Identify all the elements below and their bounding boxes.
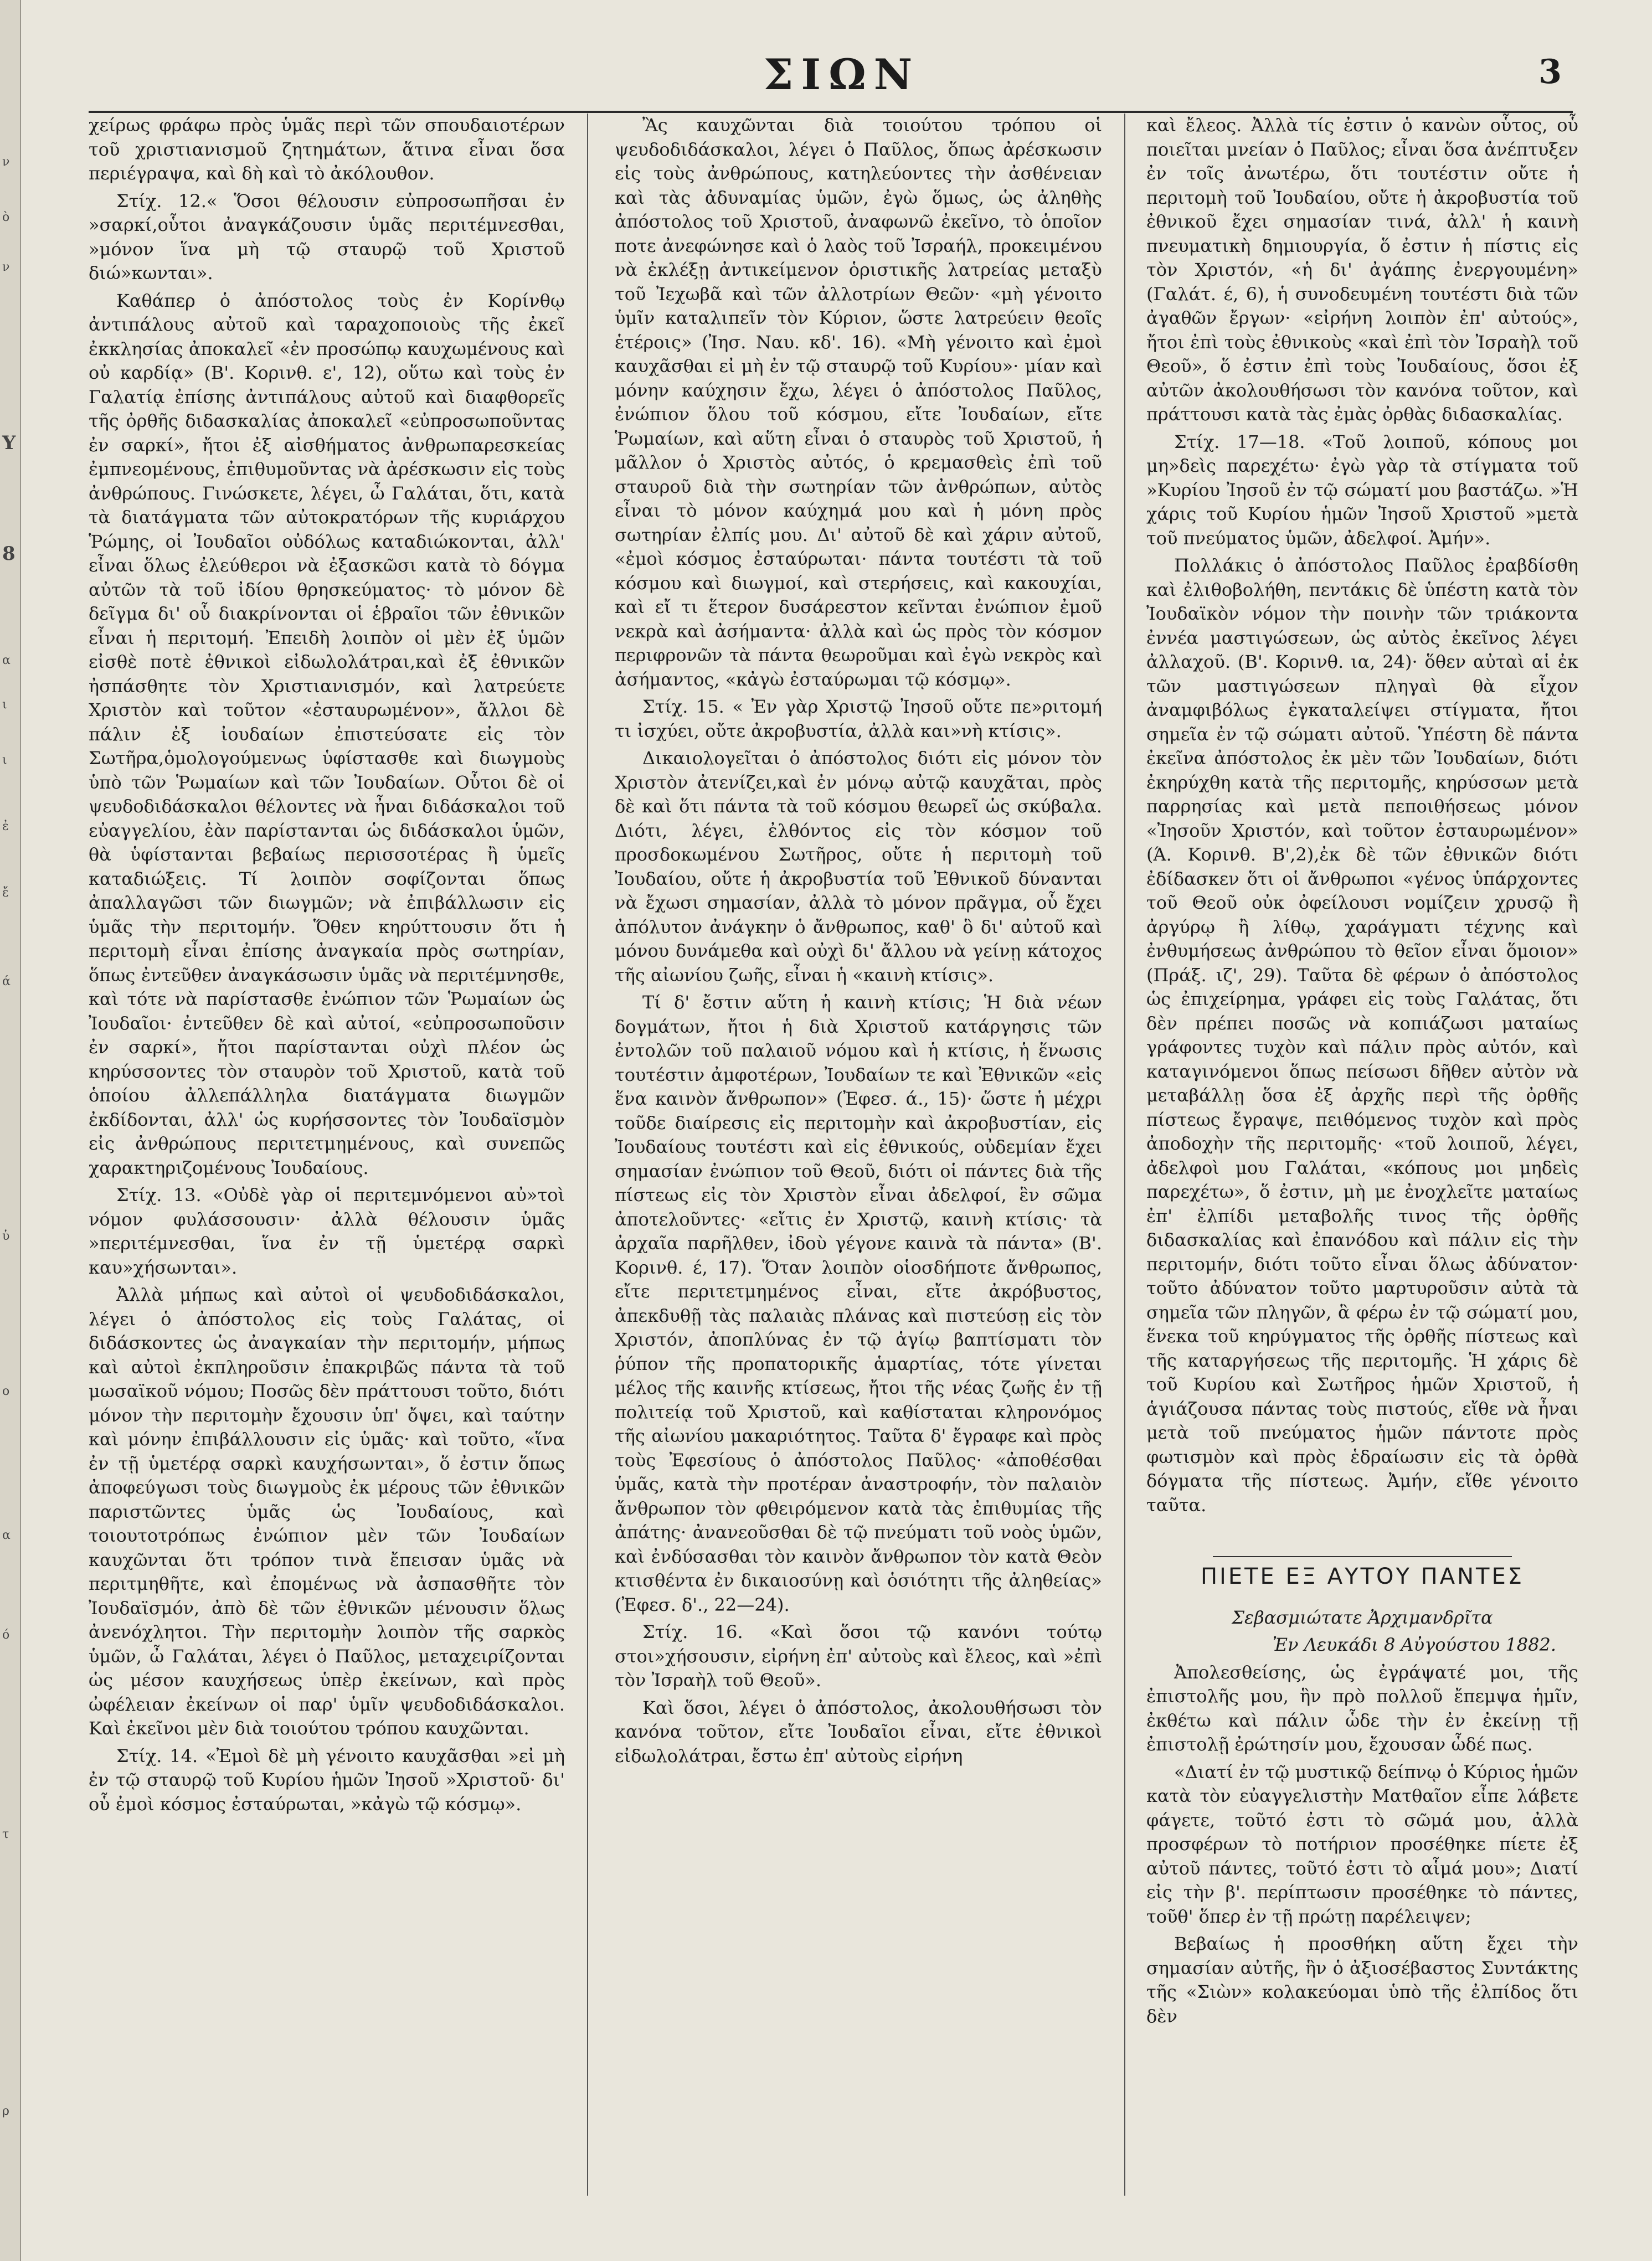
edge-mark: ι <box>2 753 7 767</box>
section-heading: ΠΙΕΤΕ ΕΞ ΑΥΤΟΥ ΠΑΝΤΕΣ <box>1200 1564 1525 1589</box>
column-divider <box>1124 114 1125 2196</box>
edge-mark: ά <box>2 975 11 988</box>
edge-mark: τ <box>2 1827 9 1841</box>
column-3 <box>1146 114 1578 2218</box>
paragraph: Καθάπερ ὁ ἀπόστολος τοὺς ἐν Κορίνθῳ ἀντιπάλους αὐτοῦ καὶ ταραχοποιοὺς τῆς ἐκεῖ ἐκκλησίας ἀποκαλεῖ «ἐν προσώπῳ καυχωμένους καὶ οὐ καρδίᾳ» (Β'. Κορινθ. ε', 12), οὕτω καὶ τοὺς ἐν Γαλατίᾳ ἐπίσης ἀντιπάλους αὐτοῦ καὶ διαφθορεῖς τῆς ὀρθῆς διδασκαλίας ἀποκαλεῖ «εὐπροσωποῦντας ἐν σαρκί», ἤτοι ἐξ αἰσθήματος ἀνθρωπαρεσκείας ἐμπνεομένους, ἐπιθυμοῦντας νὰ ἀρέσκωσιν εἰς τοὺς ἀνθρώπους. Γινώσκετε, λέγει, ὦ Γαλάται, ὅτι, κατὰ τὰ διατάγματα τῶν αὐτοκρατόρων τῆς κυριάρχου Ῥώμης, οἱ Ἰουδαῖοι οὐδόλως καταδιώκονται, ἀλλ' εἶναι ὅλως ἐλεύθεροι νὰ ἐξασκῶσι κατὰ τὸ δόγμα αὐτῶν τὰ τοῦ ἰδίου θρησκεύματος· τὸ μόνον δὲ δεῖγμα δι' οὗ διακρίνονται οἱ ἑβραῖοι τῶν ἐθνικῶν εἶναι ἡ περιτομή. Ἐπειδὴ λοιπὸν οἱ μὲν ἐξ ὑμῶν εἰσθὲ ποτὲ ἐθνικοὶ εἰδωλολάτραι,καὶ ἐξ ἐθνικῶν ἠσπάσθητε τὸν Χριστιανισμόν, καὶ λατρεύετε Χριστὸν καὶ τοῦτον «ἐσταυρωμένον», ἄλλοι δὲ πάλιν ἐξ ἰουδαίων ἐπιστεύσατε εἰς τὸν Σωτῆρα,ὁμολογούμενως ὑφίστασθε καὶ διωγμοὺς ὑπὸ τῶν Ῥωμαίων καὶ τῶν Ἰουδαίων. Οὗτοι δὲ οἱ ψευδοδιδάσκαλοι θέλοντες νὰ ἦναι διδάσκαλοι τοῦ εὐαγγελίου, ἐὰν παρίστανται ὡς διδάσκαλοι ὑμῶν, θὰ ὑφίστανται βεβαίως περισσοτέρας ἢ ὑμεῖς καταδιώξεις. Τί λοιπὸν σοφίζονται ὅπως ἀπαλλαγῶσι τῶν διωγμῶν; νὰ ἐπιβάλλωσιν εἰς ὑμᾶς τὴν περιτομήν. Ὅθεν κηρύττουσιν ὅτι ἡ περιτομὴ εἶναι ἐπίσης ἀναγκαία πρὸς σωτηρίαν, ὅπως ἐντεῦθεν ἀναγκάσωσιν ὑμᾶς νὰ περιτέμνησθε, καὶ τότε νὰ παρίστασθε ἐνώπιον τῶν Ῥωμαίων ὡς Ἰουδαῖοι· ἐντεῦθεν δὲ καὶ αὐτοί, «εὐπροσωποῦσιν ἐν σαρκί», ἤτοι παρίστανται οὐχὶ πλέον ὡς κηρύσσοντες τὸν σταυρὸν τοῦ Χριστοῦ, κατὰ τοῦ ὁποίου ἀλλεπάλληλα διατάγματα διωγμῶν ἐκδίδονται, ἀλλ' ὡς κυρήσσοντες τὸν Ἰουδαϊσμὸν εἰς ἀνθρώπους περιτετμημένους, καὶ συνεπῶς χαρακτηριζομένους Ἰουδαίους. <box>89 290 565 1178</box>
verse-quote: Στίχ. 16. «Καὶ ὅσοι τῷ κανόνι τούτῳ στοι»χήσουσιν, εἰρήνη ἐπ' αὐτοὺς καὶ ἔλεος, καὶ »ἐπὶ τὸν Ἰσραὴλ τοῦ Θεοῦ». <box>615 1621 1102 1691</box>
edge-mark: ὑ <box>2 1229 10 1243</box>
paragraph: Ἂς καυχῶνται διὰ τοιούτου τρόπου οἱ ψευδοδιδάσκαλοι, λέγει ὁ Παῦλος, ὅπως ἀρέσκωσιν εἰς τοὺς ἀνθρώπους, κατηλεύοντες τὴν ἀσθένειαν καὶ τὰς ἀδυναμίας ὑμῶν, ἐγὼ ὅμως, ὡς ἀληθὴς ἀπόστολος τοῦ Χριστοῦ, ἀναφωνῶ ἐκεῖνο, τὸ ὁποῖον ποτε ἀνεφώνησε καὶ ὁ λαὸς τοῦ Ἰσραήλ, προκειμένου νὰ ἐκλέξῃ ἀντικείμενον ὁριστικῆς λατρείας μεταξὺ τοῦ Ἰεχωβᾶ καὶ τῶν ἀλλοτρίων Θεῶν· «μὴ γένοιτο ὑμῖν καταλιπεῖν τὸν Κύριον, ὥστε λατρεύειν θεοῖς ἑτέροις» (Ἰησ. Ναυ. κδ'. 16). «Μὴ γένοιτο καὶ ἐμοὶ καυχᾶσθαι εἰ μὴ ἐν τῷ σταυρῷ τοῦ Κυρίου»· μίαν καὶ μόνην καύχησιν ἔχω, λέγει ὁ ἀπόστολος Παῦλος, ἐνώπιον ὅλου τοῦ κόσμου, εἴτε Ἰουδαίων, εἴτε Ῥωμαίων, καὶ αὕτη εἶναι ὁ σταυρὸς τοῦ Χριστοῦ, ἡ μᾶλλον ὁ Χριστὸς αὐτός, ὁ κρεμασθεὶς ἐπὶ τοῦ σταυροῦ διὰ τὴν σωτηρίαν τῶν ἀνθρώπων, αὐτὸς εἶναι τὸ μόνον καύχημά μου καὶ ἡ μόνη πρὸς σωτηρίαν ἐλπίς μου. Δι' αὐτοῦ δὲ καὶ χάριν αὐτοῦ, «ἐμοὶ κόσμος ἐσταύρωται· πάντα τουτέστι τὰ τοῦ κόσμου καὶ διωγμοί, καὶ στερήσεις, καὶ κακουχίαι, καὶ εἴ τι ἕτερον δυσάρεστον κεῖνται ἐνώπιον ἐμοῦ νεκρὰ καὶ ἀσήμαντα· ἀλλὰ καὶ ὡς πρὸς τὸν κόσμον περιφρονῶν τὰ πάντα θεωροῦμαι καὶ ἐγὼ νεκρὸς καὶ ἀσήμαντος, «κἀγὼ ἐσταύρωμαι τῷ κόσμῳ». <box>615 115 1102 690</box>
edge-mark: α <box>2 653 11 667</box>
verse-quote: Στίχ. 17—18. «Τοῦ λοιποῦ, κόπους μοι μη»δεὶς παρεχέτω· ἐγὼ γὰρ τὰ στίγματα τοῦ »Κυρίου Ἰησοῦ ἐν τῷ σώματί μου βαστάζω. »Ἡ χάρις τοῦ Κυρίου ἡμῶν Ἰησοῦ Χριστοῦ »μετὰ τοῦ πνεύματος ὑμῶν, ἀδελφοί. Ἀμήν». <box>1146 431 1578 549</box>
verse-quote: Στίχ. 13. «Οὐδὲ γὰρ οἱ περιτεμνόμενοι αὐ»τοὶ νόμον φυλάσσουσιν· ἀλλὰ θέλουσιν ὑμᾶς »περιτέμνεσθαι, ἵνα ἐν τῇ ὑμετέρᾳ σαρκὶ καυ»χήσωνται». <box>89 1184 565 1278</box>
edge-mark: ἔ <box>2 886 9 900</box>
paragraph: Ἀλλὰ μήπως καὶ αὐτοὶ οἱ ψευδοδιδάσκαλοι, λέγει ὁ ἀπόστολος εἰς τοὺς Γαλάτας, οἱ διδάσκοντες ὡς ἀναγκαίαν τὴν περιτομήν, μήπως καὶ αὐτοὶ ἐκπληροῦσιν ἐπακριβῶς πάντα τὰ τοῦ μωσαϊκοῦ νόμου; Ποσῶς δὲν πράττουσι τοῦτο, διότι μόνον τὴν περιτομὴν ἔχουσιν ὑπ' ὄψει, καὶ ταύτην καὶ μόνην ἐπιβάλλουσιν εἰς ὑμᾶς· καὶ τοῦτο, «ἵνα ἐν τῇ ὑμετέρᾳ σαρκὶ καυχήσωνται», ὅ ἐστιν ὅπως ἀποφεύγωσι τοὺς διωγμοὺς ἐκ μέρους τῶν ἐθνικῶν παριστῶντες ὑμᾶς ὡς Ἰουδαίους, καὶ τοιουτοτρόπως ἐνώπιον μὲν τῶν Ἰουδαίων καυχῶνται ὅτι τρόπον τινὰ ἔπεισαν ὑμᾶς νὰ περιτμηθῆτε, καὶ ἐπομένως νὰ ἀσπασθῆτε τὸν Ἰουδαϊσμόν, ἀπὸ δὲ τῶν ἐθνικῶν μένουσιν ὅλως ἀνενόχλητοι. Τὴν περιτομὴν λοιπὸν τῆς σαρκὸς ὑμῶν, ὦ Γαλάται, λέγει ὁ Παῦλος, μεταχειρίζονται ὡς μέσον καυχήσεως ὑπὲρ ἐκείνων, καὶ πρὸς ὠφέλειαν ἐκείνων οἱ παρ' ὑμῖν ψευδοδιδάσκαλοι. Καὶ ἐκεῖνοι μὲν διὰ τοιούτου τρόπου καυχῶνται. <box>89 1284 565 1739</box>
verse-quote: Στίχ. 15. « Ἐν γὰρ Χριστῷ Ἰησοῦ οὔτε πε»ριτομή τι ἰσχύει, οὔτε ἀκροβυστία, ἀλλὰ και»νὴ κτίσις». <box>615 696 1102 741</box>
edge-mark: ν <box>2 260 10 274</box>
paragraph: Πολλάκις ὁ ἀπόστολος Παῦλος ἐραβδίσθη καὶ ἐλιθοβολήθη, πεντάκις δὲ ὑπέστη κατὰ τὸν Ἰουδαϊκὸν νόμον τὴν ποινὴν τῶν τριάκοντα ἐννέα μαστιγώσεων, ὡς αὐτὸς ἐκεῖνος λέγει ἀλλαχοῦ. (Β'. Κορινθ. ια, 24)· ὅθεν αὐταὶ αἱ ἐκ τῶν μαστιγώσεων πληγαὶ θὰ εἶχον ἀναμφιβόλως ἐγκαταλείψει στίγματα, ἤτοι σημεῖα ἐν τῷ σώματι αὐτοῦ. Ὑπέστη δὲ πάντα ἐκεῖνα ἀπόστολος ἐκ μὲν τῶν Ἰουδαίων, διότι ἐκηρύχθη κατὰ τῆς περιτομῆς, κηρύσσων μετὰ παρρησίας καὶ μετὰ πεποιθήσεως μόνον «Ἰησοῦν Χριστόν, καὶ τοῦτον ἐσταυρωμένον» (Ά. Κορινθ. Β',2),ἐκ δὲ τῶν ἐθνικῶν διότι ἐδίδασκεν ὅτι οἱ ἄνθρωποι «γένος ὑπάρχοντες τοῦ Θεοῦ οὐκ ὀφείλουσι νομίζειν χρυσῷ ἢ ἀργύρῳ ἢ λίθῳ, χαράγματι τέχνης καὶ ἐνθυμήσεως ἀνθρώπου τὸ θεῖον εἶναι ὅμοιον» (Πράξ. ιζ', 29). Ταῦτα δὲ φέρων ὁ ἀπόστολος ὡς ἐπιχείρημα, γράφει εἰς τοὺς Γαλάτας, ὅτι δὲν πρέπει ποσῶς νὰ κοπιάζωσι ματαίως γράφοντες τυχὸν καὶ πάλιν πρὸς αὐτόν, καὶ καταγινόμενοι ὅπως πείσωσι δῆθεν αὐτὸν νὰ μεταβάλλῃ ὅσα ἐξ ἀρχῆς περὶ τῆς ὀρθῆς πίστεως ἔγραψε, πειθόμενος τυχὸν καὶ πρὸς ἀποδοχὴν τῆς περιτομῆς· «τοῦ λοιποῦ, λέγει, ἀδελφοὶ μου Γαλάται, «κόπους μοι μηδεὶς παρεχέτω», ὅ ἐστιν, μὴ με ἐνοχλεῖτε ματαίως ἐπ' ἐλπίδι μεταβολῆς τινος τῆς ὀρθῆς διδασκαλίας καὶ ἐπανόδου καὶ πάλιν εἰς τὴν περιτομήν, διότι τοῦτο εἶναι ὅλως ἀδύνατον· τοῦτο ἀδύνατον τοῦτο μαρτυροῦσιν αὐτὰ τὰ σημεῖα τῶν πληγῶν, ἃ φέρω ἐν τῷ σώματί μου, ἕνεκα τοῦ κηρύγματος τῆς ὀρθῆς πίστεως καὶ τῆς καταργήσεως τῆς περιτομῆς. Ἡ χάρις δὲ τοῦ Κυρίου καὶ Σωτῆρος ἡμῶν Χριστοῦ, ἡ ἁγιάζουσα πάντας τοὺς πιστούς, εἴθε νὰ ἦναι μετὰ τοῦ πνεύματος ἡμῶν πάντοτε πρὸς φωτισμὸν καὶ πρὸς ἑδραίωσιν εἰς τὰ ὀρθὰ δόγματα τῆς πίστεως. Ἀμήν, εἴθε γένοιτο ταῦτα. <box>1146 555 1578 1516</box>
edge-mark: ν <box>2 155 10 169</box>
paragraph: Δικαιολογεῖται ὁ ἀπόστολος διότι εἰς μόνον τὸν Χριστὸν ἀτενίζει,καὶ ἐν μόνῳ αὐτῷ καυχᾶται, πρὸς δὲ καὶ ὅτι πάντα τὰ τοῦ κόσμου θεωρεῖ ὡς σκύβαλα. Διότι, λέγει, ἐλθόντος εἰς τὸν κόσμον τοῦ προσδοκωμένου Σωτῆρος, οὔτε ἡ περιτομὴ τοῦ Ἰουδαίου, οὔτε ἡ ἀκροβυστία τοῦ Ἐθνικοῦ δύνανται νὰ ἔχωσι σημασίαν, ἀλλὰ τὸ μόνον πρᾶγμα, οὗ ἔχει ἀπόλυτον ἀνάγκην ὁ ἄνθρωπος, καθ' ὃ δι' αὐτοῦ καὶ μόνου δυνάμεθα καὶ οὐχὶ δι' ἄλλου νὰ γείνῃ κάτοχος τῆς αἰωνίου ζωῆς, εἶναι ἡ «καινὴ κτίσις». <box>615 748 1102 986</box>
verse-quote: Στίχ. 12.« Ὅσοι θέλουσιν εὐπροσωπῆσαι ἐν »σαρκί,οὗτοι ἀναγκάζουσιν ὑμᾶς περιτέμνεσθαι, »μόνον ἵνα μὴ τῷ σταυρῷ τοῦ Χριστοῦ διώ»κωνται». <box>89 190 565 284</box>
paragraph: καὶ ἔλεος. Ἀλλὰ τίς ἐστιν ὁ κανὼν οὗτος, οὗ ποιεῖται μνείαν ὁ Παῦλος; εἶναι ὅσα ἀνέπτυξεν ἐν τοῖς ἀνωτέρω, ὅτι τουτέστιν οὔτε ἡ περιτομὴ τοῦ Ἰουδαίου, οὔτε ἡ ἀκροβυστία τοῦ ἐθνικοῦ ἔχει σημασίαν τινά, ἀλλ' ἡ καινὴ πνευματικὴ δημιουργία, ὅ ἐστιν ἡ πίστις εἰς τὸν Χριστόν, «ἡ δι' ἀγάπης ἐνεργουμένη» (Γαλάτ. έ, 6), ἡ συνοδευμένη τουτέστι διὰ τῶν ἀγαθῶν ἔργων· «εἰρήνη λοιπὸν ἐπ' αὐτούς», ἤτοι ἐπὶ τοὺς ἐθνικοὺς «καὶ ἐπὶ τὸν Ἰσραὴλ τοῦ Θεοῦ», ὅ ἐστιν ἐπὶ τοὺς Ἰουδαίους, ὅσοι ἐξ αὐτῶν ἀκολουθήσωσι τὸν κανόνα τοῦτον, καὶ πράττουσι κατὰ τὰς ἐμὰς ὀρθὰς διδασκαλίας. <box>1146 115 1578 425</box>
paragraph: Ἀπολεσθείσης, ὡς ἐγράψατέ μοι, τῆς ἐπιστολῆς μου, ἣν πρὸ πολλοῦ ἔπεμψα ἡμῖν, ἐκθέτω καὶ πάλιν ὧδε τὴν ἐν ἐκείνῃ τῇ ἐπιστολῇ ἐρώτησίν μου, ἔχουσαν ὧδέ πως. <box>1146 1661 1578 1755</box>
masthead-title: ΣΙΩΝ <box>763 50 920 99</box>
paragraph: «Διατί ἐν τῷ μυστικῷ δείπνῳ ὁ Κύριος ἡμῶν κατὰ τὸν εὐαγγελιστὴν Ματθαῖον εἶπε λάβετε φάγετε, τοῦτό ἐστι τὸ σῶμά μου, ἀλλὰ προσφέρων τὸ ποτήριον προσέθηκε πίετε ἐξ αὐτοῦ πάντες, τοῦτό ἐστι τὸ αἷμά μου»; Διατί εἰς τὴν β'. περίπτωσιν προσέθηκε τὸ πάντες, τοῦθ' ὅπερ ἐν τῇ πρώτῃ παρέλειψεν; <box>1146 1761 1578 1927</box>
column-1 <box>89 114 565 2218</box>
paragraph: Καὶ ὅσοι, λέγει ὁ ἀπόστολος, ἀκολουθήσωσι τὸν κανόνα τοῦτον, εἴτε Ἰουδαῖοι εἶναι, εἴτε ἐθνικοὶ εἰδωλολάτραι, ἔστω ἐπ' αὐτοὺς εἰρήνη <box>615 1697 1102 1766</box>
paragraph: Τί δ' ἔστιν αὕτη ἡ καινὴ κτίσις; Ἡ διὰ νέων δογμάτων, ἤτοι ἡ διὰ Χριστοῦ κατάργησις τῶν ἐντολῶν τοῦ παλαιοῦ νόμου καὶ ἡ κτίσις, ἡ ἕνωσις τουτέστιν ἀμφοτέρων, Ἰουδαίων τε καὶ Ἐθνικῶν «εἰς ἕνα καινὸν ἄνθρωπον» (Ἐφεσ. ά., 15)· ὥστε ἡ μέχρι τοῦδε διαίρεσις εἰς περιτομὴν καὶ ἀκροβυστίαν, εἰς Ἰουδαίους τουτέστι καὶ εἰς ἐθνικούς, οὐδεμίαν ἔχει σημασίαν ἐνώπιον τοῦ Θεοῦ, διότι οἱ πάντες διὰ τῆς πίστεως εἰς τὸν Χριστὸν εἶναι ἀδελφοί, ἓν σῶμα ἀποτελοῦντες· «εἴτις ἐν Χριστῷ, καινὴ κτίσις· τὰ ἀρχαῖα παρῆλθεν, ἰδοὺ γέγονε καινὰ τὰ πάντα» (Β'. Κορινθ. έ, 17). Ὅταν λοιπὸν οἱοσδήποτε ἄνθρωπος, εἴτε περιτετμημένος εἶναι, εἴτε ἀκρόβυστος, ἀπεκδυθῇ τὰς παλαιὰς πλάνας καὶ πιστεύσῃ εἰς τὸν Χριστόν, ἀποπλύνας ἐν τῷ ἁγίῳ βαπτίσματι τὸν ῥύπον τῆς προπατορικῆς ἁμαρτίας, τότε γίνεται μέλος τῆς καινῆς κτίσεως, ἤτοι τῆς νέας ζωῆς ἐν τῇ πολιτείᾳ τοῦ Χριστοῦ, καὶ καθίσταται κληρονόμος τῆς αἰωνίου μακαριότητος. Ταῦτα δ' ἔγραφε καὶ πρὸς τοὺς Ἐφεσίους ὁ ἀπόστολος Παῦλος· «ἀποθέσθαι ὑμᾶς, κατὰ τὴν προτέραν ἀναστροφήν, τὸν παλαιὸν ἄνθρωπον τὸν φθειρόμενον κατὰ τὰς ἐπιθυμίας τῆς ἀπάτης· ἀνανεοῦσθαι δὲ τῷ πνεύματι τοῦ νοὸς ὑμῶν, καὶ ἐνδύσασθαι τὸν καινὸν ἄνθρωπον τὸν κατὰ Θεὸν κτισθέντα ἐν δικαιοσύνῃ καὶ ὁσιότητι τῆς ἀληθείας» (Ἐφεσ. δ'., 22—24). <box>615 992 1102 1615</box>
edge-mark: ὸ <box>2 210 10 224</box>
masthead <box>83 33 1578 116</box>
edge-mark: ό <box>2 1628 10 1642</box>
paragraph: χείρως φράφω πρὸς ὑμᾶς περὶ τῶν σπουδαιοτέρων τοῦ χριστιανισμοῦ ζητημάτων, ἅτινα εἶναι ὅσα περιέγραψα, καὶ δὴ καὶ τὸ ἀκόλουθον. <box>89 115 565 184</box>
page-number: 3 <box>1538 53 1562 91</box>
edge-mark: α <box>2 1528 11 1542</box>
masthead-rule <box>89 111 1573 113</box>
edge-mark: ρ <box>2 2104 9 2118</box>
paragraph: Βεβαίως ἡ προσθήκη αὕτη ἔχει τὴν σημασίαν αὐτῆς, ἣν ὁ ἀξιοσέβαστος Συντάκτης τῆς «Σιὼν» κολακεύομαι ὑπὸ τῆς ἐλπίδος ὅτι δὲν <box>1146 1933 1578 2027</box>
edge-mark: ἐ <box>2 820 9 833</box>
section-rule <box>1213 1556 1512 1557</box>
edge-mark: Y <box>2 432 16 454</box>
adjacent-page-edge <box>0 0 21 2261</box>
column-2 <box>615 114 1102 2218</box>
newspaper-page <box>83 22 1578 2243</box>
letter-salutation: Σεβασμιώτατε Ἀρχιμανδρῖτα <box>1232 1606 1493 1628</box>
section-heading-block <box>1146 1556 1578 1589</box>
column-divider <box>587 114 588 2196</box>
letter-place-date: Ἐν Λευκάδι 8 Αὐγούστου 1882. <box>1272 1634 1556 1655</box>
edge-mark: 8 <box>2 543 16 565</box>
edge-mark: ο <box>2 1384 10 1398</box>
verse-quote: Στίχ. 14. «Ἐμοὶ δὲ μὴ γένοιτο καυχᾶσθαι »εἰ μὴ ἐν τῷ σταυρῷ τοῦ Κυρίου ἡμῶν Ἰησοῦ »Χριστοῦ· δι' οὗ ἐμοὶ κόσμος ἐσταύρωται, »κἀγὼ τῷ κόσμῳ». <box>89 1745 565 1815</box>
edge-mark: ι <box>2 698 7 712</box>
